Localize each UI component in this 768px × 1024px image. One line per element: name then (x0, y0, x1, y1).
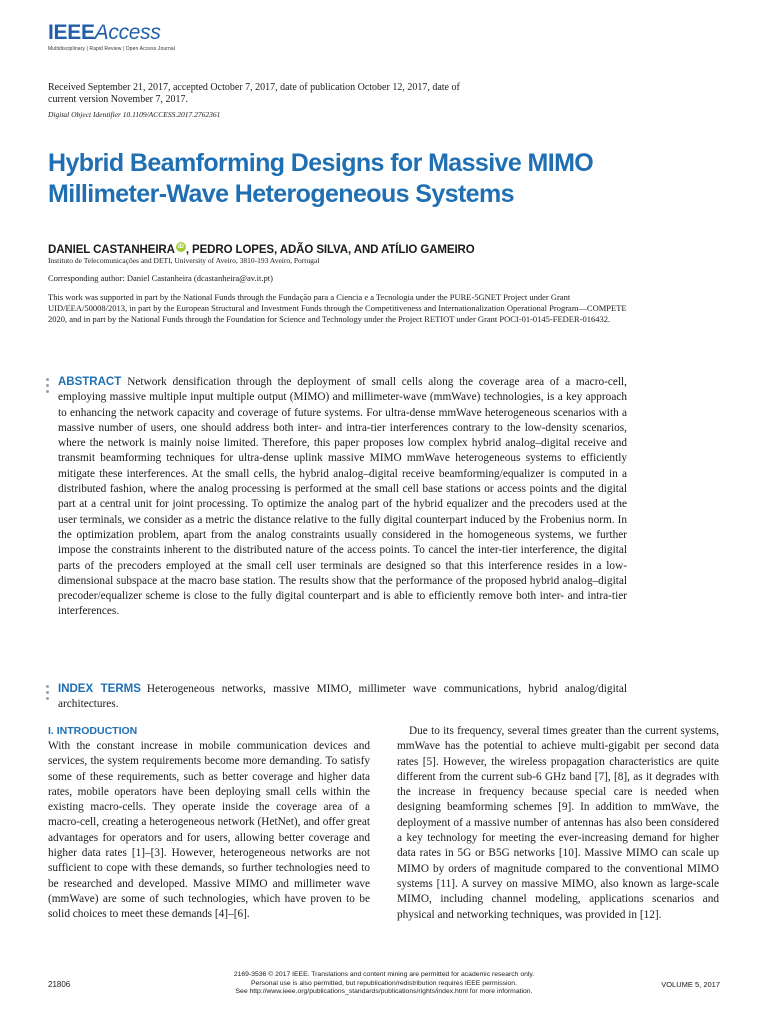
intro-paragraph-right: Due to its frequency, several times greater than the current systems, mmWave has the potential to achieve multi-gigabit per second data rates [5]. However, the wireless propagation characteristics are quite different from the current sub-6 GHz band [7], [8], as it degrades with the increase in frequency because special care is needed when designing beamforming schemes [9]. In addition to mmWave, the deployment of a massive number of antennas has also been considered a key technology for meeting the ever-increasing demand for higher data rates in 5G or B5G networks [10]. Massive MIMO can scale up MIMO by orders of magnitude compared to the conventional MIMO systems [11]. A survey on massive MIMO, also known as large-scale MIMO, including channel modeling, applications scenarios and physical and networking techniques, was provided in [12]. (397, 725, 719, 921)
abstract (58, 375, 627, 620)
paper-title: Hybrid Beamforming Designs for Massive MIMO Millimeter-Wave Heterogeneous Systems (48, 149, 594, 208)
index-terms-text: Heterogeneous networks, massive MIMO, millimeter wave communications, hybrid analog/digital architectures. (58, 683, 627, 711)
logo-ieee: IEEE (48, 21, 95, 44)
copyright-line: Personal use is also permitted, but republication/redistribution requires IEEE permission. (251, 979, 517, 987)
section-dots-icon (46, 685, 51, 703)
index-terms-heading: INDEX TERMS (58, 683, 141, 695)
journal-logo (48, 22, 175, 52)
section-heading: I. INTRODUCTION (48, 725, 138, 737)
section-dots-icon (46, 378, 51, 396)
affiliation: Instituto de Telecomunicações and DETI, University of Aveiro, 3810-193 Aveiro, Portugal (48, 256, 320, 265)
copyright-line: See http://www.ieee.org/publications_standards/publications/rights/index.html for more information. (235, 988, 533, 996)
received-dates: Received September 21, 2017, accepted October 7, 2017, date of publication October 12, 2017, date of current version November 7, 2017. (48, 82, 460, 105)
volume-label: VOLUME 5, 2017 (661, 980, 720, 989)
first-author: DANIEL CASTANHEIRA (48, 243, 175, 256)
copyright-line: 2169-3536 © 2017 IEEE. Translations and content mining are permitted for academic research only. (233, 971, 535, 978)
intro-paragraph-left: With the constant increase in mobile communication devices and services, the system requirements become more demanding. To satisfy some of these requirements, such as better coverage and higher data rates, mobile operators have been deploying small cells within the existing macro-cells. They operate inside the coverage area of a macro-cell, creating a heterogeneous network (HetNet), and offer great advantages for operators and for users, allowing better coverage and higher data rates [1]–[3]. However, heterogeneous networks are not sufficient to cope with these demands, so further technologies need to be researched and developed. Massive MIMO and millimeter wave (mmWave) are some of such technologies, which have proven to be solid choices to meet these demands [4]–[6]. (48, 740, 370, 921)
doi: Digital Object Identifier 10.1109/ACCESS.2017.2762361 (48, 110, 221, 119)
orcid-icon[interactable]: iD (176, 242, 186, 252)
journal-tagline: Multidisciplinary | Rapid Review | Open Access Journal (48, 46, 175, 52)
right-column (397, 724, 719, 923)
index-terms (58, 682, 627, 713)
abstract-text: Network densification through the deployment of small cells along the coverage area of a macro-cell, employing massive multiple input multiple output (MIMO) and millimeter-wave (mmWave) technologies, is a key approach to enhancing the network capacity and coverage of future systems. For ultra-dense mmWave heterogeneous scenarios with a massive number of users, one should address both inter- and intra-tier interferences contrary to the low-density scenarios, where the network is mainly noise limited. Therefore, this paper proposes low complex hybrid analog–digital receive and transmit beamforming techniques for ultra-dense uplink massive MIMO mmWave heterogeneous systems to efficiently mitigate these interferences. At the small cells, the hybrid analog–digital receive beamforming/equalizer is computed in a distributed fashion, where the analog processing is performed at the small cell base stations or access points and the digital part at a central unit for joint processing. To optimize the analog part of the hybrid equalizer and the precoders used at the user terminals, we consider as a metric the distance relative to the fully digital counterpart induced by the Frobenius norm. In the optimization problem, apart from the analog constraints usually considered in the homogeneous systems, we further impose the constraints inherent to the distributed nature of the access points. To cancel the inter-tier interference, the digital parts of the precoders employed at the small cell user terminals are designed so that this interference resides in a low-dimensional subspace at the macro base station. The results show that the performance of the proposed hybrid analog–digital precoder/equalizer scheme is close to the fully digital counterpart and is able to efficiently remove both inter- and intra-tier interferences. (58, 376, 627, 618)
abstract-heading: ABSTRACT (58, 376, 122, 388)
corresponding-author: Corresponding author: Daniel Castanheira (dcastanheira@av.it.pt) (48, 273, 273, 283)
left-column (48, 724, 370, 923)
page-number: 21806 (48, 980, 71, 989)
logo-access: Access (94, 21, 161, 44)
copyright-notice (180, 971, 588, 997)
author-list (48, 242, 475, 256)
funding-note: This work was supported in part by the National Funds through the Fundação para a Ciencia e a Tecnologia under the PURE-5GNET Project under Grant UID/EEA/50008/2013, in part by the European Structural and Investment Funds through the Competitiveness and Internationalization Operational Program—COMPETE 2020, and in part by the National Funds through the Foundation for Science and Technology under the Project RETIOT under Grant POCI-01-0145-FEDER-016432. (48, 292, 627, 325)
other-authors: , PEDRO LOPES, ADÃO SILVA, AND ATÍLIO GAMEIRO (185, 243, 475, 256)
